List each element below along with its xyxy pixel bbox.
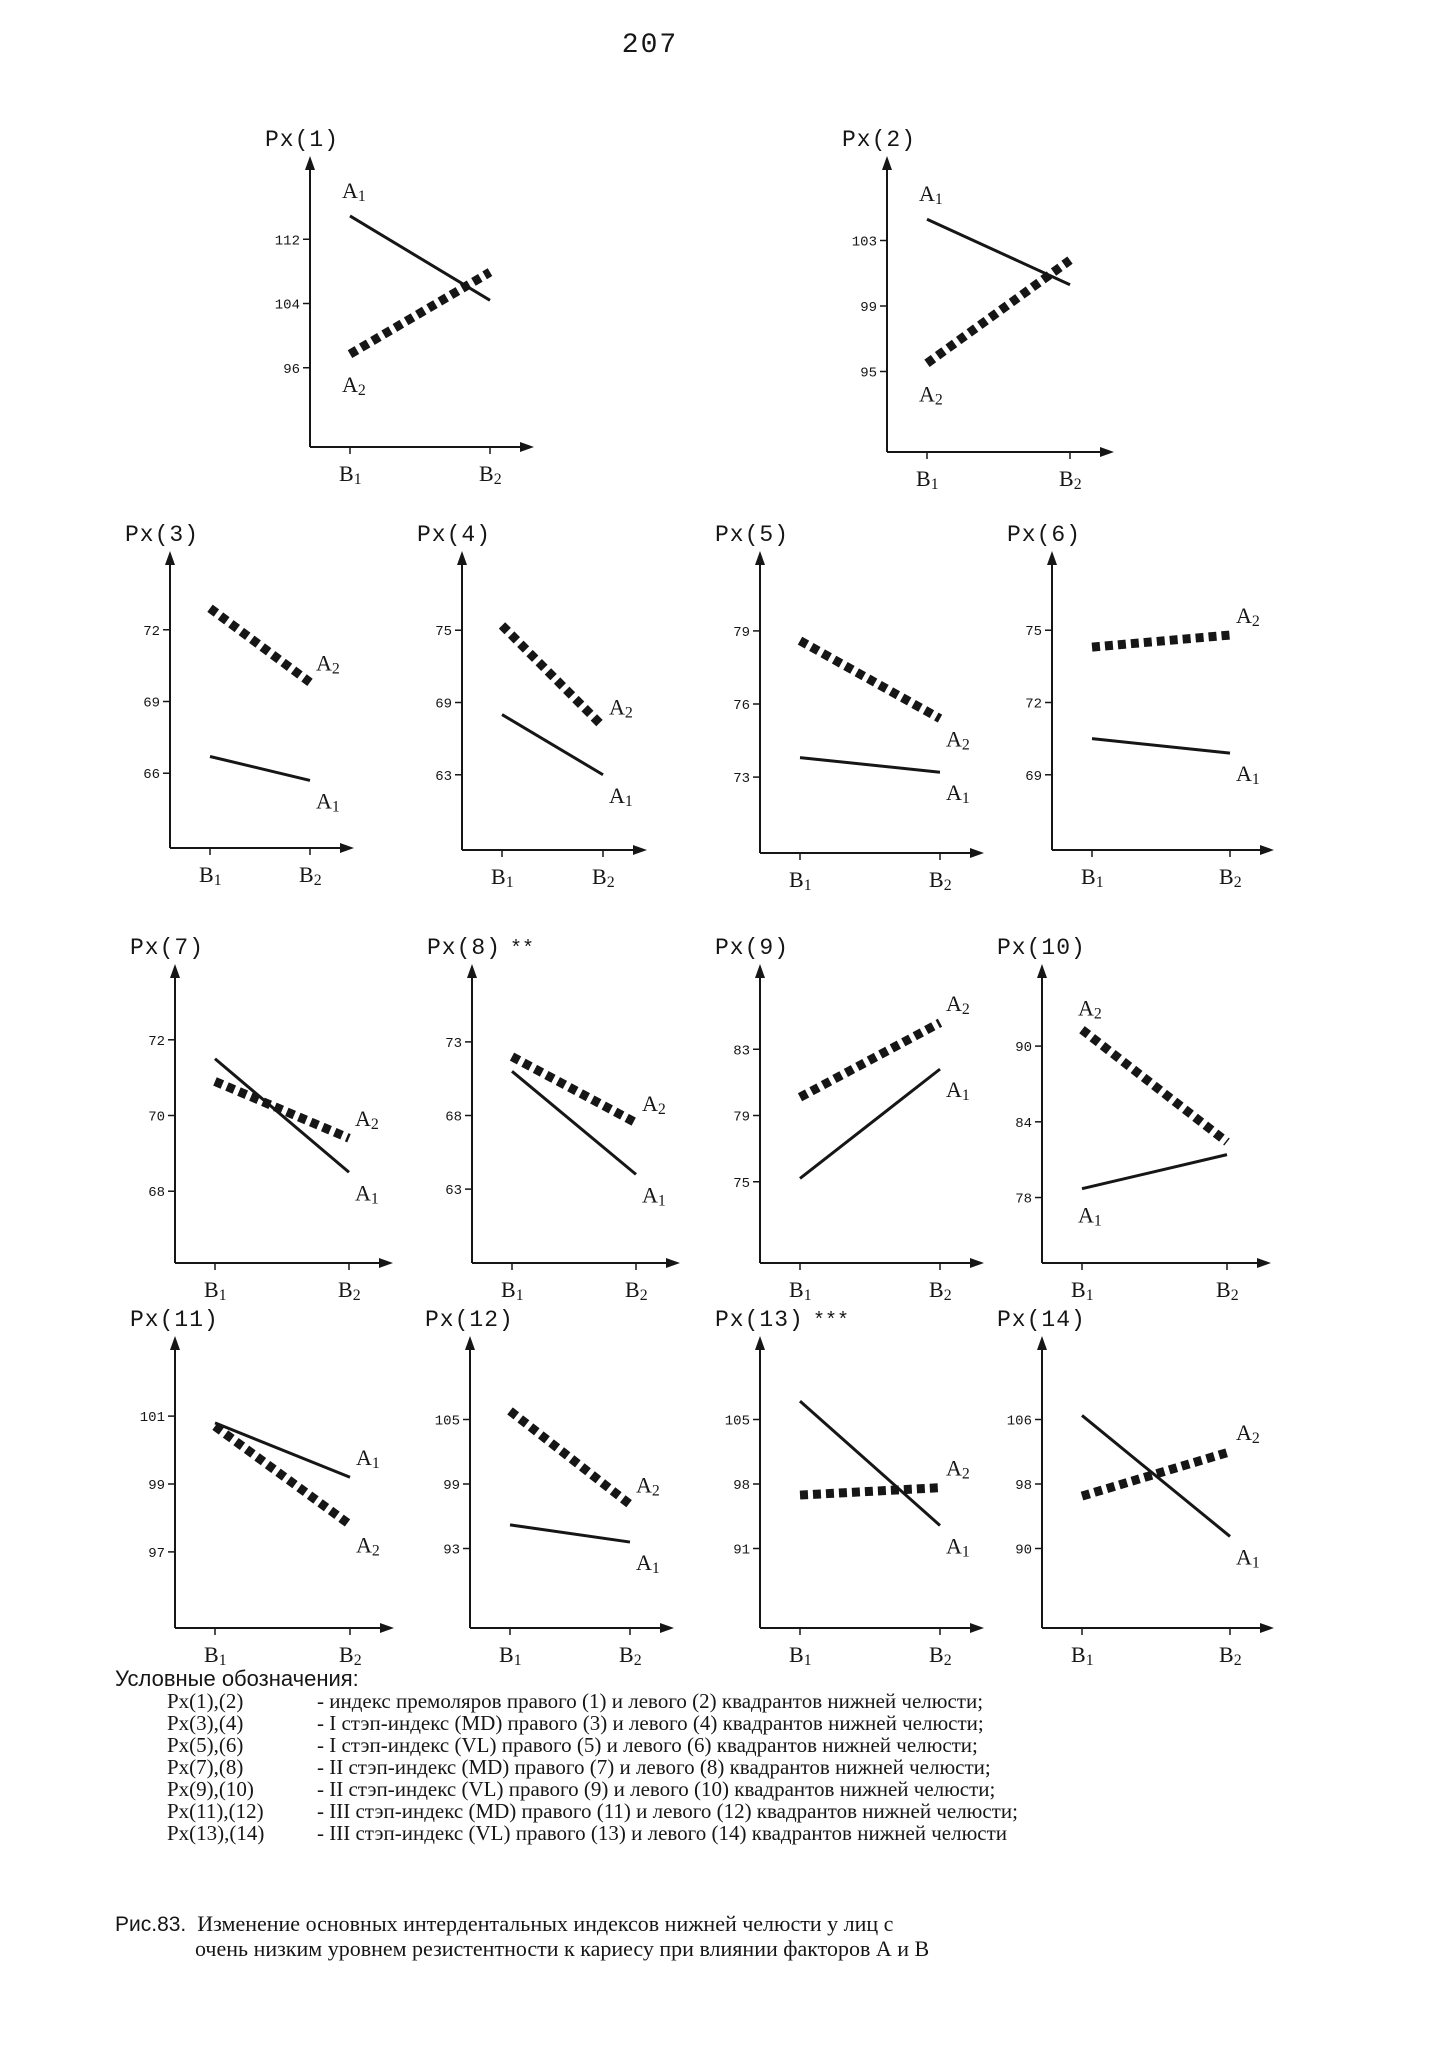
series-line-dotted bbox=[1082, 1452, 1230, 1496]
x-tick-label: B1 bbox=[491, 864, 514, 891]
y-axis-arrow bbox=[457, 551, 467, 565]
legend-text: - III стэп-индекс (VL) правого (13) и левого (14) квадрантов нижней челюсти bbox=[317, 1821, 1008, 1845]
series-label: A1 bbox=[1236, 761, 1260, 789]
y-tick-label: 112 bbox=[274, 233, 300, 250]
legend-code: Px(9),(10) bbox=[167, 1777, 254, 1801]
series-label: A1 bbox=[316, 788, 340, 816]
series-line-solid bbox=[1082, 1155, 1227, 1189]
x-tick-label: B2 bbox=[625, 1277, 648, 1304]
y-tick-label: 99 bbox=[148, 1478, 165, 1494]
y-tick-label: 79 bbox=[733, 1109, 750, 1126]
legend-heading: Условные обозначения: bbox=[115, 1666, 359, 1691]
x-axis-arrow bbox=[1260, 1623, 1274, 1633]
y-tick-label: 84 bbox=[1015, 1115, 1032, 1132]
x-axis-arrow bbox=[970, 1258, 984, 1268]
y-axis-arrow bbox=[305, 156, 315, 170]
y-tick-label: 105 bbox=[434, 1413, 460, 1430]
series-label: A1 bbox=[1078, 1202, 1102, 1230]
y-axis-arrow bbox=[755, 551, 765, 565]
series-label: A1 bbox=[342, 177, 366, 205]
series-line-solid bbox=[1082, 1415, 1230, 1536]
x-axis-arrow bbox=[1257, 1258, 1271, 1268]
legend-row bbox=[115, 1756, 1345, 1778]
series-line-dotted bbox=[1082, 1030, 1227, 1142]
series-line-dotted bbox=[502, 625, 603, 726]
y-tick-label: 95 bbox=[860, 365, 877, 382]
series-label: A1 bbox=[356, 1445, 380, 1473]
series-label: A1 bbox=[642, 1182, 666, 1210]
legend-code: Px(13),(14) bbox=[167, 1821, 265, 1845]
series-line-solid bbox=[215, 1059, 349, 1173]
caption-line-2: очень низким уровнем резистентности к кариесу при влиянии факторов А и В bbox=[195, 1936, 930, 1961]
chart-title: Px(2) bbox=[842, 127, 917, 153]
y-tick-label: 78 bbox=[1015, 1191, 1032, 1208]
chart-title: Px(14) bbox=[997, 1307, 1086, 1333]
chart-title: Px(11) bbox=[130, 1307, 219, 1333]
y-tick-label: 101 bbox=[139, 1410, 165, 1427]
series-line-solid bbox=[210, 756, 310, 780]
x-axis-arrow bbox=[970, 1623, 984, 1633]
caption-line-1: Изменение основных интердентальных индексов нижней челюсти у лиц с bbox=[197, 1911, 894, 1936]
chart-title: Px(12) bbox=[425, 1307, 514, 1333]
series-label: A1 bbox=[1236, 1544, 1260, 1572]
legend-code: Px(1),(2) bbox=[167, 1689, 244, 1713]
x-axis-arrow bbox=[380, 1623, 394, 1633]
legend-row bbox=[115, 1712, 1345, 1734]
legend-text: - II стэп-индекс (VL) правого (9) и левого (10) квадрантов нижней челюсти; bbox=[317, 1777, 996, 1801]
legend-row bbox=[115, 1800, 1345, 1822]
x-tick-label: B1 bbox=[204, 1642, 227, 1669]
x-tick-label: B2 bbox=[929, 867, 952, 894]
x-tick-label: B2 bbox=[339, 1642, 362, 1669]
series-line-dotted bbox=[215, 1081, 349, 1138]
y-tick-label: 98 bbox=[1015, 1478, 1032, 1494]
figure-caption bbox=[115, 1912, 1345, 1961]
x-tick-label: B2 bbox=[929, 1642, 952, 1669]
series-label: A2 bbox=[1236, 1419, 1260, 1447]
y-tick-label: 105 bbox=[724, 1413, 750, 1430]
x-tick-label: B1 bbox=[501, 1277, 524, 1304]
series-label: A1 bbox=[946, 1077, 970, 1105]
chart-title: Px(4) bbox=[417, 522, 492, 548]
series-line-dotted bbox=[800, 641, 940, 719]
y-tick-label: 69 bbox=[435, 696, 452, 713]
y-axis-arrow bbox=[755, 1336, 765, 1350]
y-axis-arrow bbox=[755, 964, 765, 978]
chart-title: Px(1) bbox=[265, 127, 340, 153]
series-label: A2 bbox=[1236, 603, 1260, 631]
y-tick-label: 68 bbox=[148, 1185, 165, 1202]
x-tick-label: B2 bbox=[1219, 1642, 1242, 1669]
series-label: A2 bbox=[919, 381, 943, 409]
x-tick-label: B2 bbox=[338, 1277, 361, 1304]
series-line-dotted bbox=[1092, 635, 1230, 647]
significance-marker: ** bbox=[510, 938, 535, 961]
chart-title: Px(3) bbox=[125, 522, 200, 548]
legend-text: - I стэп-индекс (VL) правого (5) и левого (6) квадрантов нижней челюсти; bbox=[317, 1733, 978, 1757]
series-label: A1 bbox=[946, 1533, 970, 1561]
caption-label: Рис.83. bbox=[115, 1913, 187, 1936]
chart-title: Px(5) bbox=[715, 522, 790, 548]
x-axis-arrow bbox=[660, 1623, 674, 1633]
series-line-dotted bbox=[510, 1411, 630, 1505]
x-tick-label: B1 bbox=[204, 1277, 227, 1304]
x-tick-label: B2 bbox=[479, 461, 502, 488]
y-tick-label: 98 bbox=[733, 1478, 750, 1494]
x-axis-arrow bbox=[666, 1258, 680, 1268]
series-label: A2 bbox=[355, 1106, 379, 1134]
chart-title: Px(7) bbox=[130, 935, 205, 961]
x-axis-arrow bbox=[340, 843, 354, 853]
y-tick-label: 96 bbox=[283, 361, 300, 378]
x-tick-label: B1 bbox=[199, 862, 222, 889]
y-tick-label: 75 bbox=[1025, 624, 1042, 641]
legend-row bbox=[115, 1690, 1345, 1712]
x-axis-arrow bbox=[379, 1258, 393, 1268]
x-axis-arrow bbox=[633, 845, 647, 855]
y-axis-arrow bbox=[882, 156, 892, 170]
series-line-solid bbox=[510, 1525, 630, 1542]
legend-row bbox=[115, 1778, 1345, 1800]
y-tick-label: 63 bbox=[435, 768, 452, 785]
legend-code: Px(11),(12) bbox=[167, 1799, 264, 1823]
chart-title: Px(13) bbox=[715, 1307, 804, 1333]
x-axis-arrow bbox=[1260, 845, 1274, 855]
x-tick-label: B1 bbox=[1081, 864, 1104, 891]
x-tick-label: B1 bbox=[1071, 1277, 1094, 1304]
legend-row bbox=[115, 1822, 1345, 1844]
chart-title: Px(8) bbox=[427, 935, 502, 961]
y-tick-label: 68 bbox=[445, 1109, 462, 1126]
x-tick-label: B1 bbox=[916, 466, 939, 493]
x-tick-label: B1 bbox=[789, 1642, 812, 1669]
legend-text: - I стэп-индекс (MD) правого (3) и левого (4) квадрантов нижней челюсти; bbox=[317, 1711, 984, 1735]
y-tick-label: 75 bbox=[733, 1175, 750, 1192]
series-line-dotted bbox=[350, 272, 490, 354]
y-tick-label: 104 bbox=[274, 297, 300, 314]
y-tick-label: 73 bbox=[445, 1035, 462, 1052]
y-tick-label: 69 bbox=[143, 695, 160, 712]
x-tick-label: B1 bbox=[789, 867, 812, 894]
series-label: A2 bbox=[946, 1455, 970, 1483]
x-axis-arrow bbox=[970, 848, 984, 858]
page-number: 207 bbox=[621, 30, 679, 61]
y-tick-label: 63 bbox=[445, 1183, 462, 1200]
y-tick-label: 93 bbox=[443, 1542, 460, 1559]
y-tick-label: 66 bbox=[143, 767, 160, 784]
y-axis-arrow bbox=[170, 1336, 180, 1350]
y-tick-label: 83 bbox=[733, 1043, 750, 1060]
x-tick-label: B1 bbox=[339, 461, 362, 488]
series-line-solid bbox=[502, 715, 603, 775]
y-axis-arrow bbox=[1037, 964, 1047, 978]
y-tick-label: 72 bbox=[148, 1033, 165, 1050]
y-tick-label: 76 bbox=[733, 698, 750, 714]
y-tick-label: 75 bbox=[435, 624, 452, 641]
series-label: A2 bbox=[642, 1090, 666, 1118]
series-label: A2 bbox=[636, 1472, 660, 1500]
series-line-dotted bbox=[210, 608, 310, 682]
y-tick-label: 103 bbox=[851, 234, 877, 251]
series-line-dotted bbox=[927, 260, 1070, 363]
chart-title: Px(9) bbox=[715, 935, 790, 961]
series-label: A2 bbox=[342, 372, 366, 400]
y-tick-label: 106 bbox=[1006, 1413, 1032, 1430]
y-axis-arrow bbox=[165, 551, 175, 565]
x-tick-label: B2 bbox=[1219, 864, 1242, 891]
legend-text: - индекс премоляров правого (1) и левого (2) квадрантов нижней челюсти; bbox=[317, 1689, 984, 1713]
y-tick-label: 99 bbox=[860, 300, 877, 316]
y-tick-label: 70 bbox=[148, 1109, 165, 1126]
chart-title: Px(6) bbox=[1007, 522, 1082, 548]
y-tick-label: 90 bbox=[1015, 1040, 1032, 1057]
series-line-dotted bbox=[512, 1057, 636, 1123]
legend-code: Px(5),(6) bbox=[167, 1733, 244, 1757]
x-tick-label: B2 bbox=[1059, 466, 1082, 493]
x-tick-label: B2 bbox=[592, 864, 615, 891]
y-axis-arrow bbox=[1047, 551, 1057, 565]
series-label: A2 bbox=[946, 990, 970, 1018]
y-tick-label: 91 bbox=[733, 1542, 750, 1559]
significance-marker: *** bbox=[813, 1310, 850, 1333]
x-tick-label: B1 bbox=[1071, 1642, 1094, 1669]
legend-code: Px(3),(4) bbox=[167, 1711, 244, 1735]
series-label: A2 bbox=[946, 726, 970, 754]
y-tick-label: 97 bbox=[148, 1545, 165, 1562]
series-line-solid bbox=[1092, 739, 1230, 753]
x-tick-label: B2 bbox=[1216, 1277, 1239, 1304]
series-label: A1 bbox=[355, 1180, 379, 1208]
x-axis-arrow bbox=[1100, 447, 1114, 457]
legend-row bbox=[115, 1734, 1345, 1756]
series-line-solid bbox=[800, 758, 940, 773]
series-label: A2 bbox=[1078, 995, 1102, 1023]
x-tick-label: B1 bbox=[789, 1277, 812, 1304]
series-line-solid bbox=[800, 1069, 940, 1178]
legend-text: - II стэп-индекс (MD) правого (7) и левого (8) квадрантов нижней челюсти; bbox=[317, 1755, 991, 1779]
series-label: A1 bbox=[636, 1550, 660, 1578]
y-tick-label: 99 bbox=[443, 1478, 460, 1494]
x-axis-arrow bbox=[520, 442, 534, 452]
x-tick-label: B1 bbox=[499, 1642, 522, 1669]
y-axis-arrow bbox=[170, 964, 180, 978]
y-axis-arrow bbox=[465, 1336, 475, 1350]
series-label: A2 bbox=[356, 1532, 380, 1560]
series-label: A2 bbox=[609, 694, 633, 722]
y-tick-label: 90 bbox=[1015, 1542, 1032, 1559]
legend-text: - III стэп-индекс (MD) правого (11) и левого (12) квадрантов нижней челюсти; bbox=[317, 1799, 1018, 1823]
series-label: A1 bbox=[609, 782, 633, 810]
series-line-solid bbox=[800, 1401, 940, 1525]
y-axis-arrow bbox=[1037, 1336, 1047, 1350]
series-line-dotted bbox=[800, 1488, 940, 1495]
y-tick-label: 79 bbox=[733, 624, 750, 641]
series-line-solid bbox=[215, 1423, 350, 1477]
series-label: A1 bbox=[946, 780, 970, 808]
legend-code: Px(7),(8) bbox=[167, 1755, 244, 1779]
chart-title: Px(10) bbox=[997, 935, 1086, 961]
legend bbox=[115, 1668, 1345, 1844]
y-tick-label: 72 bbox=[143, 623, 160, 640]
x-tick-label: B2 bbox=[619, 1642, 642, 1669]
y-tick-label: 73 bbox=[733, 771, 750, 788]
y-tick-label: 69 bbox=[1025, 768, 1042, 785]
series-line-dotted bbox=[215, 1426, 350, 1524]
series-label: A2 bbox=[316, 650, 340, 678]
x-tick-label: B2 bbox=[929, 1277, 952, 1304]
series-label: A1 bbox=[919, 181, 943, 209]
y-tick-label: 72 bbox=[1025, 696, 1042, 713]
x-tick-label: B2 bbox=[299, 862, 322, 889]
y-axis-arrow bbox=[467, 964, 477, 978]
